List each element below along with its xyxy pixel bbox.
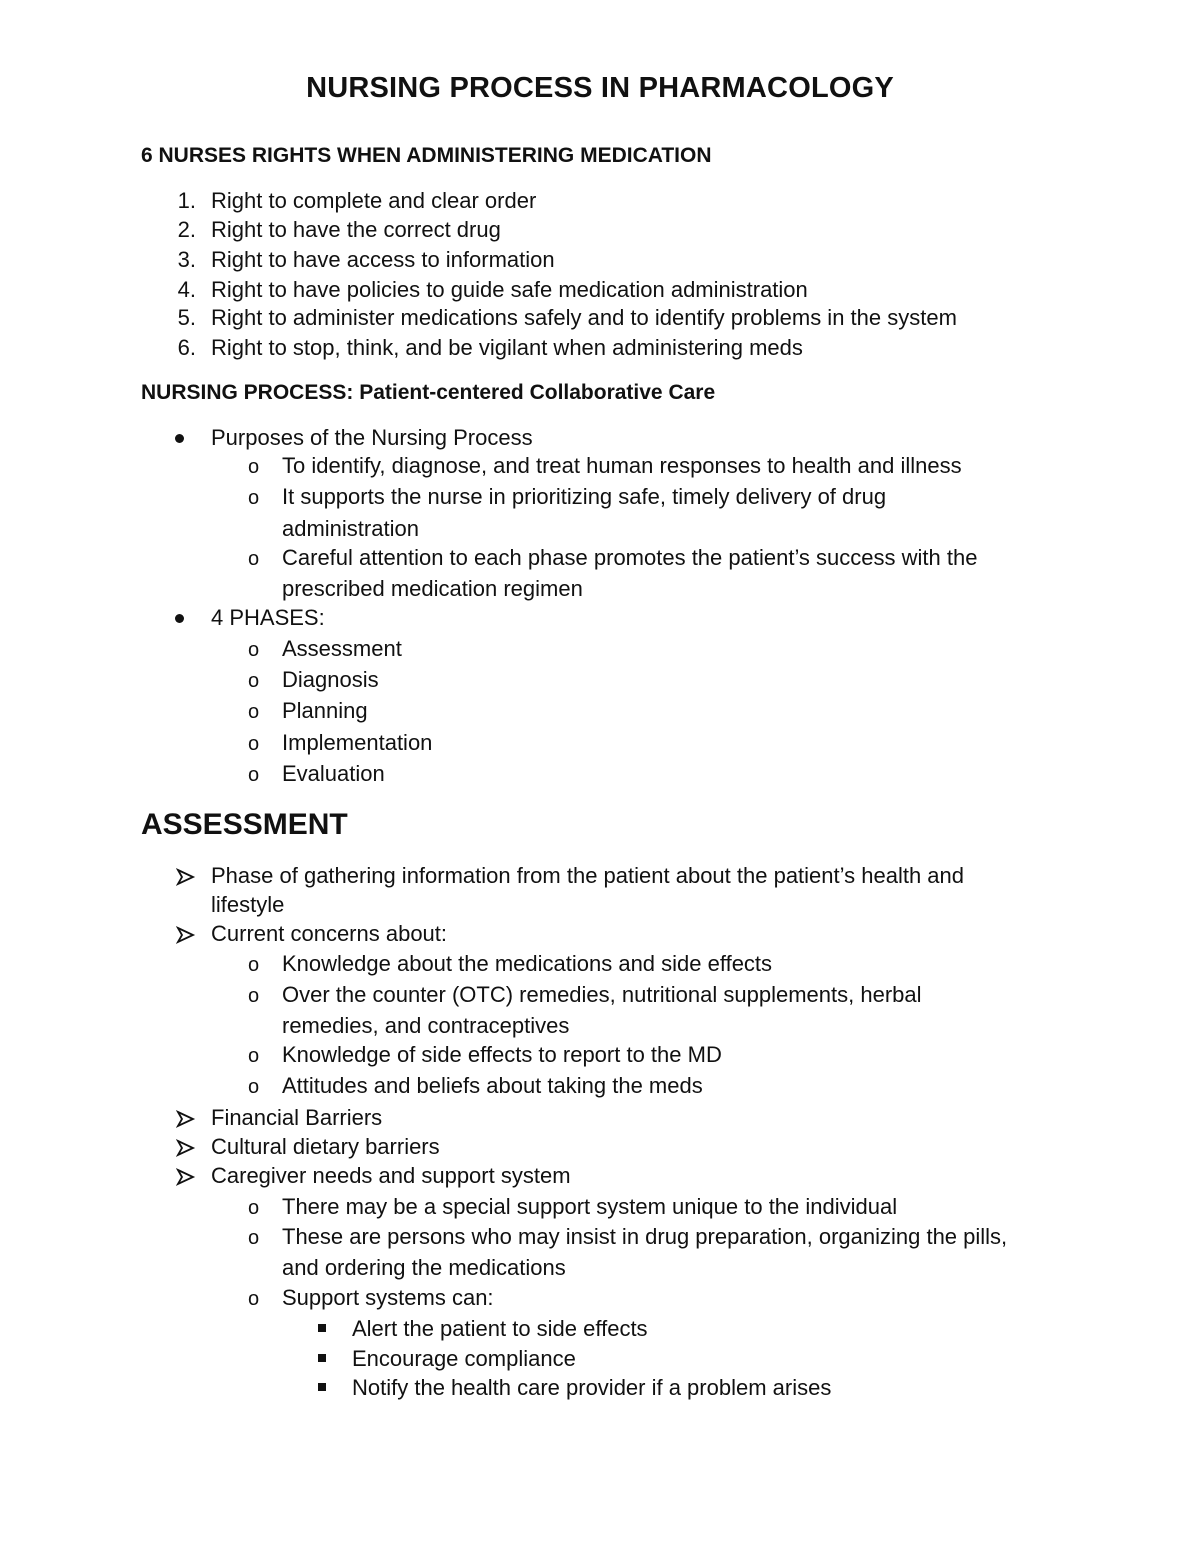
list-item-text: Cultural dietary barriers: [211, 1134, 440, 1159]
list-item-text: These are persons who may insist in drug preparation, organizing the pills,: [282, 1224, 1008, 1249]
list-item-text: administration: [282, 516, 419, 541]
phases-label: 4 PHASES:: [211, 605, 325, 630]
circle-bullet-icon: o: [248, 456, 260, 478]
arrowhead-bullet-icon: [176, 1109, 196, 1129]
concerns-label: Current concerns about:: [211, 921, 448, 946]
assessment-heading: ASSESSMENT: [141, 808, 348, 841]
list-number: 5.: [177, 305, 196, 330]
list-number: 3.: [177, 247, 196, 272]
list-item-text: Alert the patient to side effects: [352, 1316, 648, 1341]
list-number: 2.: [177, 217, 196, 242]
list-item-text: prescribed medication regimen: [282, 576, 583, 601]
phase-item: Implementation: [282, 730, 433, 755]
list-item-text: Encourage compliance: [352, 1346, 576, 1371]
square-bullet-icon: [318, 1354, 326, 1362]
arrowhead-bullet-icon: [176, 1167, 196, 1187]
list-item-text: There may be a special support system unique to the individual: [282, 1194, 898, 1219]
list-item-text: Right to complete and clear order: [211, 188, 537, 213]
rights-heading: 6 NURSES RIGHTS WHEN ADMINISTERING MEDICATION: [141, 144, 712, 167]
circle-bullet-icon: o: [248, 1076, 260, 1098]
list-item-text: Careful attention to each phase promotes the patient’s success with the: [282, 545, 978, 570]
bullet-disc-icon: [175, 614, 184, 623]
circle-bullet-icon: o: [248, 639, 260, 661]
circle-bullet-icon: o: [248, 1227, 260, 1249]
circle-bullet-icon: o: [248, 985, 260, 1007]
phase-item: Diagnosis: [282, 667, 379, 692]
list-item-text: and ordering the medications: [282, 1255, 566, 1280]
list-item-text: Knowledge about the medications and side effects: [282, 951, 773, 976]
circle-bullet-icon: o: [248, 1197, 260, 1219]
circle-bullet-icon: o: [248, 487, 260, 509]
circle-bullet-icon: o: [248, 1288, 260, 1310]
arrowhead-bullet-icon: [176, 867, 196, 887]
list-item-text: To identify, diagnose, and treat human responses to health and illness: [282, 453, 962, 478]
circle-bullet-icon: o: [248, 548, 260, 570]
list-item-text: Right to have policies to guide safe medication administration: [211, 277, 808, 302]
list-item-text: Over the counter (OTC) remedies, nutritional supplements, herbal: [282, 982, 922, 1007]
square-bullet-icon: [318, 1324, 326, 1332]
list-item-text: Right to administer medications safely and to identify problems in the system: [211, 305, 957, 330]
arrowhead-bullet-icon: [176, 1138, 196, 1158]
phase-item: Evaluation: [282, 761, 385, 786]
circle-bullet-icon: o: [248, 764, 260, 786]
list-item-text: Right to have the correct drug: [211, 217, 501, 242]
list-item-text: Support systems can:: [282, 1285, 494, 1310]
bullet-disc-icon: [175, 434, 184, 443]
square-bullet-icon: [318, 1383, 326, 1391]
list-item-text: remedies, and contraceptives: [282, 1013, 570, 1038]
list-item-text: Right to have access to information: [211, 247, 555, 272]
circle-bullet-icon: o: [248, 670, 260, 692]
list-item-text: Phase of gathering information from the patient about the patient’s health and: [211, 863, 964, 888]
list-item-text: Caregiver needs and support system: [211, 1163, 571, 1188]
circle-bullet-icon: o: [248, 701, 260, 723]
circle-bullet-icon: o: [248, 733, 260, 755]
phase-item: Planning: [282, 698, 368, 723]
process-heading: NURSING PROCESS: Patient-centered Collaborative Care: [141, 381, 716, 404]
list-item-text: It supports the nurse in prioritizing safe, timely delivery of drug: [282, 484, 887, 509]
list-item-text: Attitudes and beliefs about taking the meds: [282, 1073, 703, 1098]
list-item-text: Knowledge of side effects to report to the MD: [282, 1042, 722, 1067]
circle-bullet-icon: o: [248, 954, 260, 976]
list-number: 1.: [177, 188, 196, 213]
list-number: 4.: [177, 277, 196, 302]
arrowhead-bullet-icon: [176, 925, 196, 945]
phase-item: Assessment: [282, 636, 402, 661]
list-item-text: Notify the health care provider if a problem arises: [352, 1375, 832, 1400]
list-item-text: Financial Barriers: [211, 1105, 383, 1130]
page-title: NURSING PROCESS IN PHARMACOLOGY: [306, 72, 894, 104]
list-number: 6.: [177, 335, 196, 360]
circle-bullet-icon: o: [248, 1045, 260, 1067]
list-item-text: Right to stop, think, and be vigilant when administering meds: [211, 335, 803, 360]
list-item-text: lifestyle: [211, 892, 285, 917]
purposes-label: Purposes of the Nursing Process: [211, 425, 533, 450]
